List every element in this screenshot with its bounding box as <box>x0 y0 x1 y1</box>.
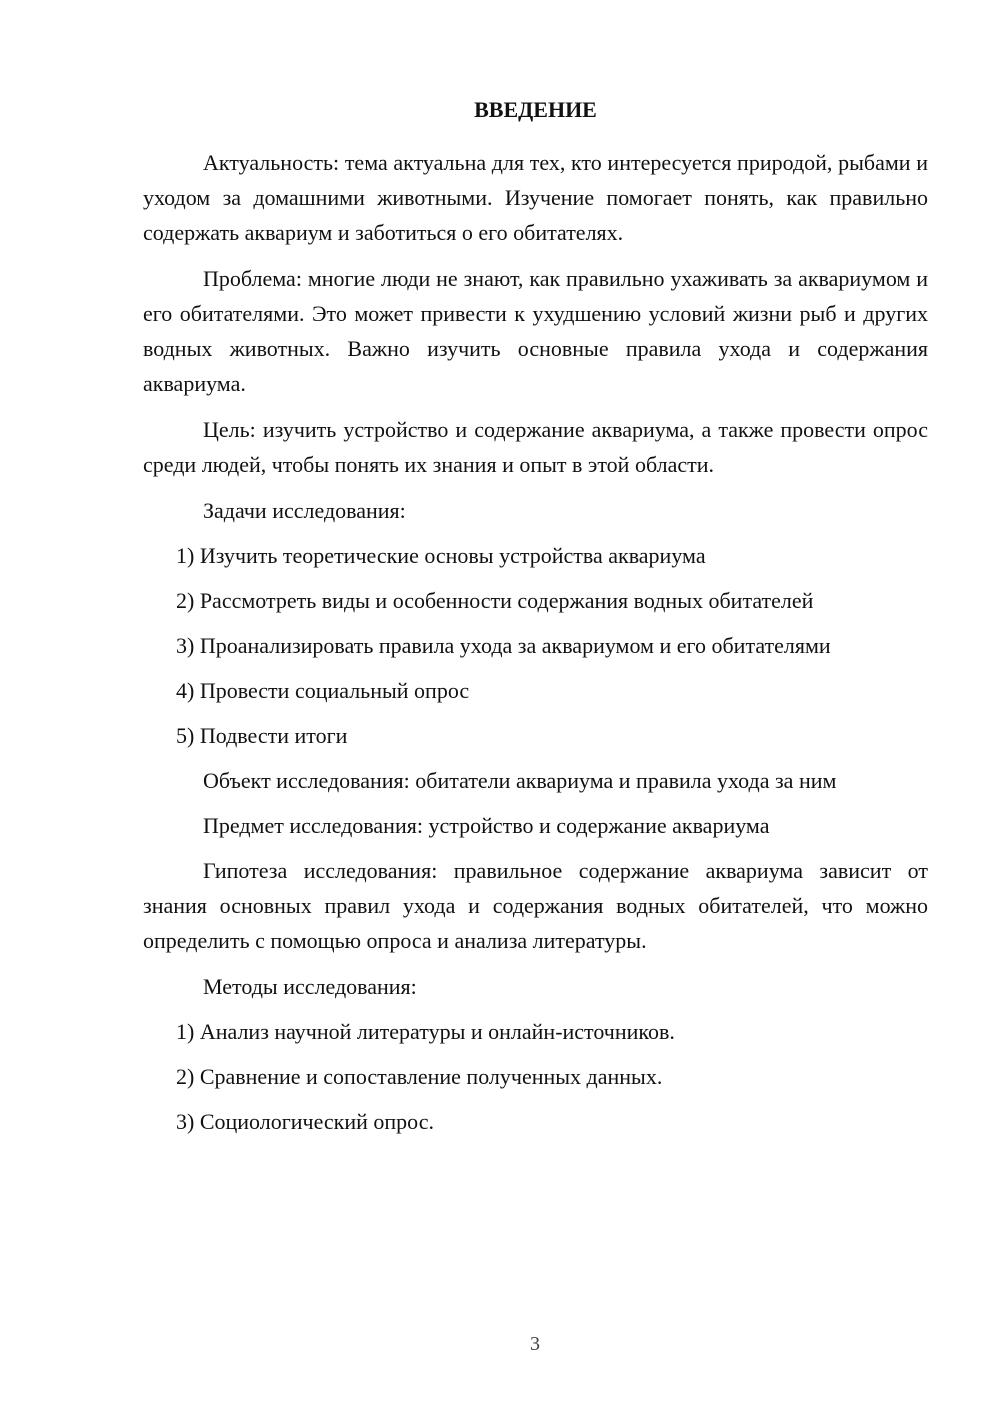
page-number: 3 <box>530 1333 540 1355</box>
methods-heading: Методы исследования: <box>203 974 417 999</box>
page-title: ВВЕДЕНИЕ <box>474 97 597 122</box>
tasks-heading: Задачи исследования: <box>203 498 406 523</box>
method-item: 3) Социологический опрос. <box>176 1109 434 1134</box>
document-body <box>143 145 928 1149</box>
method-item: 1) Анализ научной литературы и онлайн-источников. <box>176 1019 675 1044</box>
object-paragraph: Объект исследования: обитатели аквариума и правила ухода за ним <box>203 768 837 793</box>
tasks-list <box>143 538 928 753</box>
methods-list <box>143 1014 928 1139</box>
goal-paragraph: Цель: изучить устройство и содержание аквариума, а также провести опрос среди людей, чтобы понять их знания и опыт в этой области. <box>143 417 928 477</box>
task-item: 3) Проанализировать правила ухода за аквариумом и его обитателями <box>176 633 831 658</box>
method-item: 2) Сравнение и сопоставление полученных данных. <box>176 1064 663 1089</box>
hypothesis-paragraph: Гипотеза исследования: правильное содержание аквариума зависит от знания основных правил ухода и содержания водных обитателей, что можно определить с помощью опроса и анализа литературы. <box>143 858 928 953</box>
task-item: 5) Подвести итоги <box>176 723 348 748</box>
subject-paragraph: Предмет исследования: устройство и содержание аквариума <box>203 813 770 838</box>
task-item: 1) Изучить теоретические основы устройства аквариума <box>176 543 706 568</box>
task-item: 4) Провести социальный опрос <box>176 678 470 703</box>
task-item: 2) Рассмотреть виды и особенности содержания водных обитателей <box>176 588 814 613</box>
relevance-paragraph: Актуальность: тема актуальна для тех, кто интересуется природой, рыбами и уходом за домашними животными. Изучение помогает понять, как правильно содержать аквариум и заботиться о его обитателях. <box>143 150 928 245</box>
problem-paragraph: Проблема: многие люди не знают, как правильно ухаживать за аквариумом и его обитателями. Это может привести к ухудшению условий жизни рыб и других водных животных. Важно изучить основные правила ухода и содержания аквариума. <box>143 266 928 396</box>
